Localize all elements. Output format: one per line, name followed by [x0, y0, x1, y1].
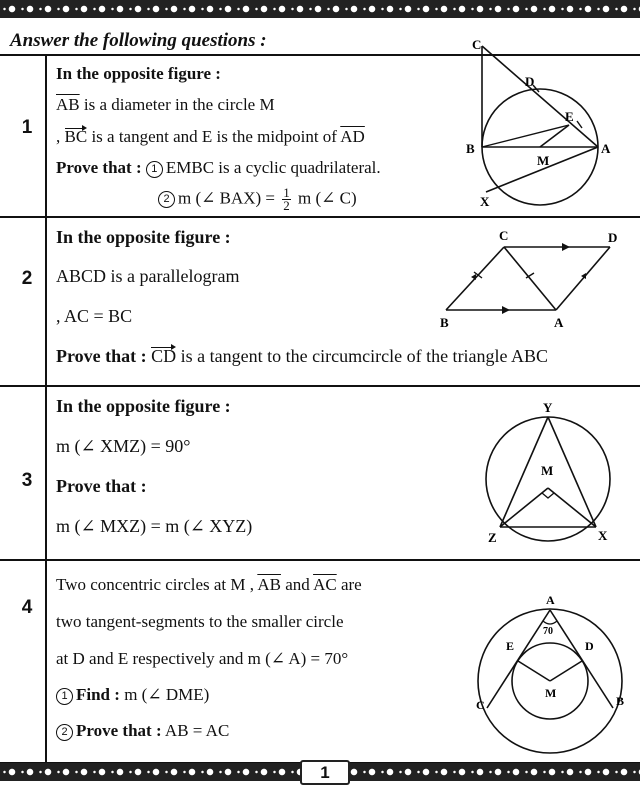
q2-line2: ABCD is a parallelogram	[56, 266, 240, 286]
q4-label-m: M	[545, 686, 557, 700]
q1-label-e: E	[565, 109, 574, 124]
q1-prove-item2: 2 m (∠ BAX) = $\frac{1}{2}$ m (∠ C)	[158, 187, 357, 212]
q3-label-y: Y	[543, 400, 553, 415]
q4-line3: at D and E respectively and m (∠ A) = 70°	[56, 649, 349, 668]
q3-line2: m (∠ XMZ) = 90°	[56, 436, 191, 456]
q2-label-c: C	[499, 228, 509, 243]
q4-label-d: D	[585, 639, 594, 653]
q3-line4: m (∠ MXZ) = m (∠ XYZ)	[56, 516, 253, 536]
q3-label-z: Z	[488, 530, 497, 545]
q4-find: 1 Find : m (∠ DME)	[56, 685, 209, 705]
q1-prove-item1: Prove that : 1 EMBC is a cyclic quadrilateral.	[56, 158, 381, 177]
q4-prove: 2 Prove that : AB = AC	[56, 721, 229, 741]
q2-intro: In the opposite figure :	[56, 227, 231, 247]
q3-label-m: M	[541, 463, 554, 478]
q3-prove-label: Prove that :	[56, 476, 147, 496]
q4-label-b: B	[616, 694, 625, 708]
q1-figure	[445, 34, 635, 216]
q1-label-m: M	[537, 153, 550, 168]
section-title: Answer the following questions :	[10, 30, 267, 51]
q4-label-c: C	[476, 698, 485, 712]
divider-q1-q2	[0, 216, 640, 218]
q4-label-a: A	[546, 593, 555, 607]
q1-label-a: A	[601, 141, 611, 156]
q2-line3: , AC = BC	[56, 306, 133, 326]
q4-label-e: E	[506, 639, 515, 653]
q4-label-angle: 70	[543, 626, 553, 637]
q1-line3: , BC is a tangent and E is the midpoint of $\overline{AD}$	[56, 127, 365, 146]
q1-label-c: C	[472, 37, 482, 52]
q2-label-d: D	[608, 230, 618, 245]
q1-label-b: B	[466, 141, 475, 156]
q1-intro: In the opposite figure :	[56, 64, 221, 83]
q4-line2: two tangent-segments to the smaller circle	[56, 612, 344, 631]
q1-label-x: X	[480, 194, 490, 209]
q4-figure	[470, 584, 630, 759]
top-decorative-border	[0, 0, 640, 18]
q3-figure	[478, 394, 618, 552]
q2-label-a: A	[554, 315, 564, 330]
divider-q3-q4	[0, 559, 640, 561]
q3-label-x: X	[598, 528, 608, 543]
q3-intro: In the opposite figure :	[56, 396, 231, 416]
question-number-4: 4	[21, 597, 33, 618]
question-number-1: 1	[21, 117, 33, 138]
page-number: 1	[300, 760, 350, 785]
q1-label-d: D	[525, 74, 535, 89]
q2-label-b: B	[440, 315, 449, 330]
question-number-3: 3	[21, 470, 33, 491]
q4-line1: Two concentric circles at M , $\overline{AB}$ and $\overline{AC}$ are	[56, 575, 362, 594]
q1-line2: $\overline{AB}$ is a diameter in the circle M	[56, 95, 275, 114]
number-column-divider	[45, 55, 47, 762]
question-number-2: 2	[21, 268, 33, 289]
q2-figure	[432, 222, 632, 334]
divider-q2-q3	[0, 385, 640, 387]
q2-prove: Prove that : CD is a tangent to the circumcircle of the triangle ABC	[56, 346, 549, 366]
